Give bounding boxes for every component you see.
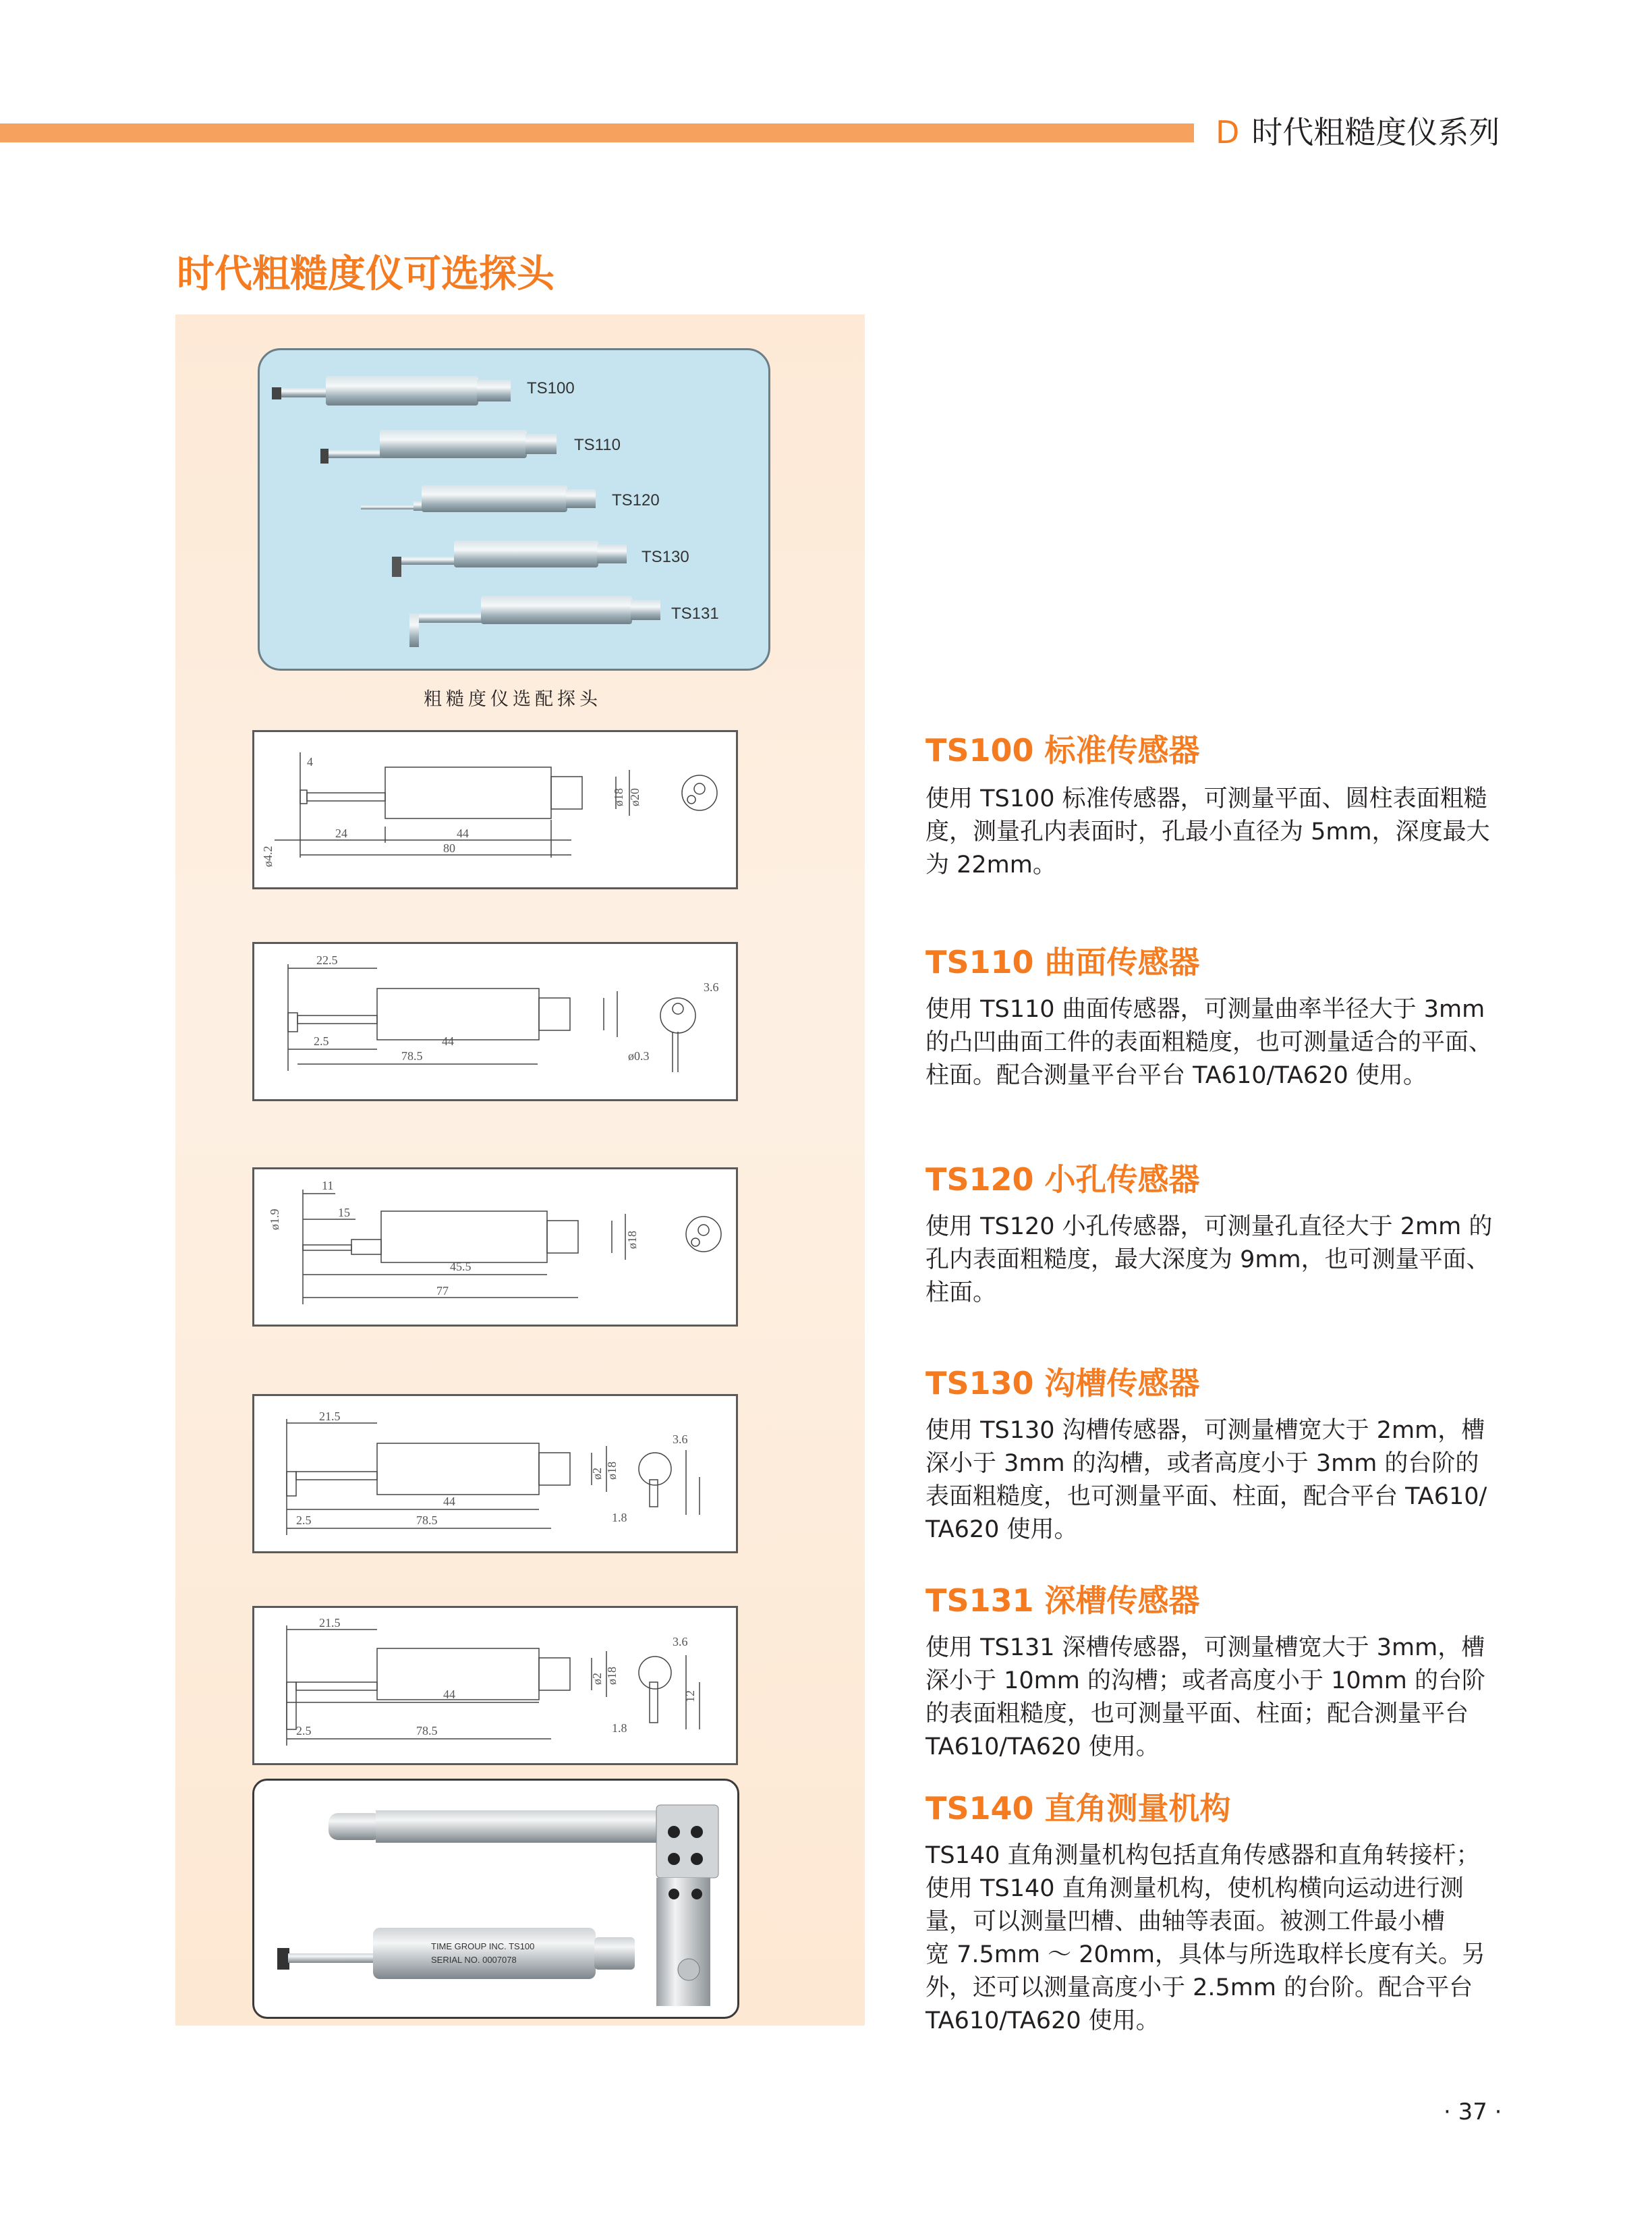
probe-ts130-image [392,540,627,577]
probes-photo [258,348,770,671]
section-ts130-line: 深小于 3mm 的沟槽，或者高度小于 3mm 的台阶的 [925,1450,1479,1477]
section-ts100-line: 度，测量孔内表面时，孔最小直径为 5mm，深度最大 [925,818,1490,845]
page-number: · 37 · [1444,2098,1502,2125]
dim-ts120-2: 45.5 [450,1260,472,1273]
drawing-ts120 [252,1167,738,1327]
dim-ts130-5: 3.6 [673,1432,688,1446]
section-ts140-line: TS140 直角测量机构包括直角传感器和直角转接杆； [925,1842,1480,1869]
photo-label-ts130: TS130 [642,548,689,566]
section-ts140-line: 宽 7.5mm ～ 20mm，具体与所选取样长度有关。另 [925,1941,1485,1968]
dim-ts110-2: 44 [442,1034,454,1048]
dim-ts130-4: 1.8 [612,1511,627,1524]
header-accent-bar [0,123,1194,142]
dim-ts100-1: 24 [335,827,347,840]
probe-ts131-image [409,596,660,647]
section-ts131-body [925,1632,1519,1764]
photo-label-ts131: TS131 [671,605,719,623]
drawing-ts110 [252,942,738,1101]
ts140-engraving-line1: TIME GROUP INC. TS100 [431,1941,535,1951]
series-letter: D [1216,114,1240,150]
dim-ts131-1: 44 [443,1688,455,1701]
section-ts110-line: 柱面。配合测量平台平台 TA610/TA620 使用。 [925,1062,1427,1089]
section-ts110-title: TS110 曲面传感器 [925,944,1200,980]
section-ts110-line: 使用 TS110 曲面传感器，可测量曲率半径大于 3mm [925,996,1485,1023]
section-ts110-line: 的凸凹曲面工件的表面粗糙度，也可测量适合的平面、 [925,1029,1493,1056]
dim-ts131-5: 3.6 [673,1635,688,1648]
dim-ts120-0: 11 [322,1179,334,1192]
section-ts100-body [925,783,1519,882]
dim-ts110-4: 3.6 [704,980,719,994]
dim-ts130-2: 2.5 [296,1513,312,1527]
section-ts140-line: TA610/TA620 使用。 [925,2007,1160,2034]
section-ts131-title: TS131 深槽传感器 [925,1582,1200,1619]
section-ts130-line: 表面粗糙度，也可测量平面、柱面，配合平台 TA610/ [925,1483,1487,1510]
section-ts131-line: TA610/TA620 使用。 [925,1733,1160,1760]
dim-ts110-0: 22.5 [316,953,338,967]
dim-ts110-1: 2.5 [314,1034,329,1048]
dim-ts131-2: 2.5 [296,1724,312,1737]
dim-ts100-3: 80 [443,841,455,855]
section-ts100-line: 使用 TS100 标准传感器，可测量平面、圆柱表面粗糙 [925,785,1487,812]
drawing-ts130 [252,1394,738,1553]
series-title [1216,108,1500,152]
section-ts131-line: 使用 TS131 深槽传感器，可测量槽宽大于 3mm，槽 [925,1634,1485,1661]
probe-ts110-image [320,430,557,464]
section-ts120-body [925,1211,1519,1310]
section-ts130-title: TS130 沟槽传感器 [925,1365,1200,1401]
photo-label-ts120: TS120 [612,491,660,509]
dim-ts100-0: 4 [307,755,313,769]
dim-ts130-0: 21.5 [319,1410,341,1423]
section-ts120-line: 孔内表面粗糙度，最大深度为 9mm，也可测量平面、 [925,1246,1490,1273]
section-ts131-line: 深小于 10mm 的沟槽；或者高度小于 10mm 的台阶 [925,1667,1485,1694]
section-ts140-line: 外，还可以测量高度小于 2.5mm 的台阶。配合平台 [925,1974,1473,2001]
drawing-ts131 [252,1606,738,1765]
dim-ts130-1: 44 [443,1495,455,1508]
dim-ts100-6: ø20 [628,788,642,806]
dim-ts130-3: 78.5 [416,1513,438,1527]
dim-ts131-6: 12 [683,1690,697,1702]
section-ts131-line: 的表面粗糙度，也可测量平面、柱面；配合测量平台 [925,1700,1469,1727]
dim-ts110-3: 78.5 [401,1049,423,1063]
dim-ts131-8: ø18 [605,1667,619,1685]
section-ts140-body [925,1839,1519,2038]
series-name: 时代粗糙度仪系列 [1251,114,1500,150]
dim-ts131-4: 1.8 [612,1721,627,1735]
dim-ts120-1: 15 [338,1206,350,1219]
dim-ts120-5: ø18 [625,1231,639,1249]
dim-ts120-3: 77 [436,1284,449,1298]
photo-caption: 粗糙度仪选配探头 [424,689,602,710]
dim-ts130-6: ø2 [590,1468,604,1480]
page-title: 时代粗糙度仪可选探头 [177,252,554,296]
section-ts120-title: TS120 小孔传感器 [925,1161,1200,1198]
photo-label-ts100: TS100 [527,379,575,397]
section-ts110-body [925,993,1519,1092]
section-ts140-line: 使用 TS140 直角测量机构，使机构横向运动进行测 [925,1875,1464,1902]
section-ts140-title: TS140 直角测量机构 [925,1790,1231,1827]
section-ts120-line: 使用 TS120 小孔传感器，可测量孔直径大于 2mm 的 [925,1213,1493,1240]
drawing-ts100 [252,730,738,889]
dim-ts100-4: ø4.2 [261,845,275,867]
dim-ts131-0: 21.5 [319,1616,341,1630]
photo-label-ts110: TS110 [574,436,621,454]
section-ts130-body [925,1414,1519,1547]
dim-ts100-5: ø18 [612,788,625,806]
section-ts100-title: TS100 标准传感器 [925,732,1200,769]
section-ts140-line: 量，可以测量凹槽、曲轴等表面。被测工件最小槽 [925,1908,1446,1935]
dim-ts120-4: ø1.9 [268,1208,281,1230]
section-ts130-line: TA620 使用。 [925,1516,1078,1543]
ts140-engraving-line2: SERIAL NO. 0007078 [431,1955,517,1965]
section-ts100-line: 为 22mm。 [925,852,1056,879]
ts140-photo [252,1779,739,2019]
dim-ts131-3: 78.5 [416,1724,438,1737]
dim-ts130-7: ø18 [605,1462,619,1480]
probe-ts100-image [272,376,511,406]
probe-ts120-image [361,485,596,512]
dim-ts131-7: ø2 [590,1673,604,1685]
section-ts130-line: 使用 TS130 沟槽传感器，可测量槽宽大于 2mm，槽 [925,1417,1485,1444]
section-ts120-line: 柱面。 [925,1279,997,1306]
dim-ts100-2: 44 [457,827,469,840]
dim-ts110-5: ø0.3 [628,1049,650,1063]
